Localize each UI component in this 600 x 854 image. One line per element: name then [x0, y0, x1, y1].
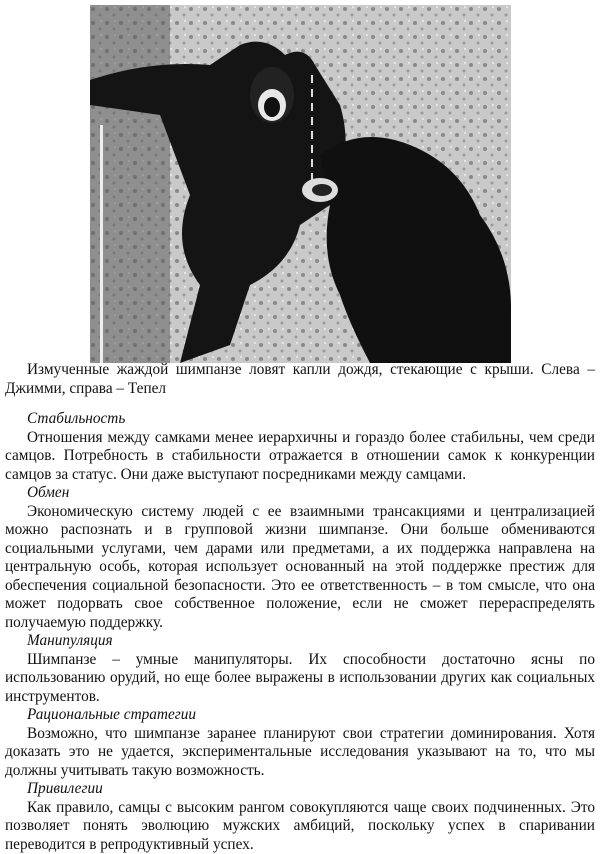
- document-body: [5, 361, 595, 854]
- section-heading: Обмен: [5, 484, 595, 503]
- spacer: [5, 398, 595, 410]
- section-paragraph: Как правило, самцы с высоким рангом совокупляются чаще своих подчиненных. Это позволяет понять эволюцию мужских амбиций, поскольку успех в спаривании переводится в репродуктивный успех.: [5, 799, 595, 854]
- section-heading: Стабильность: [5, 410, 595, 429]
- section-heading: Манипуляция: [5, 632, 595, 651]
- figure-caption: Измученные жаждой шимпанзе ловят капли дождя, стекающие с крыши. Слева – Джимми, справа – Тепел: [5, 361, 595, 398]
- section-paragraph: Экономическую систему людей с ее взаимными трансакциями и централизацией можно распознать и в групповой жизни шимпанзе. Они больше обмениваются социальными услугами, чем дарами или предметами, а их поддержка направлена на центральную особь, которая использует основанный на этой поддержке престиж для обеспечения социальной безопасности. Это ее ответственность – в том смысле, что она может подорвать свое собственное положение, если не сможет перераспределять получаемую поддержку.: [5, 503, 595, 633]
- section-paragraph: Возможно, что шимпанзе заранее планируют свои стратегии доминирования. Хотя доказать это не удается, экспериментальные исследования указывают на то, что мы должны учитывать такую возможность.: [5, 725, 595, 781]
- section-paragraph: Шимпанзе – умные манипуляторы. Их способности достаточно ясны по использованию орудий, но еще более выражены в использовании других как социальных инструментов.: [5, 651, 595, 707]
- chimpanzees-photo: [90, 5, 511, 363]
- section-paragraph: Отношения между самками менее иерархичны и гораздо более стабильны, чем среди самцов. Потребность в стабильности отражается в отношении самок к конкуренции самцов за статус. Они даже выступают посредниками между самцами.: [5, 429, 595, 485]
- section-heading: Рациональные стратегии: [5, 706, 595, 725]
- section-heading: Привилегии: [5, 780, 595, 799]
- chimpanzees-illustration: [90, 5, 511, 363]
